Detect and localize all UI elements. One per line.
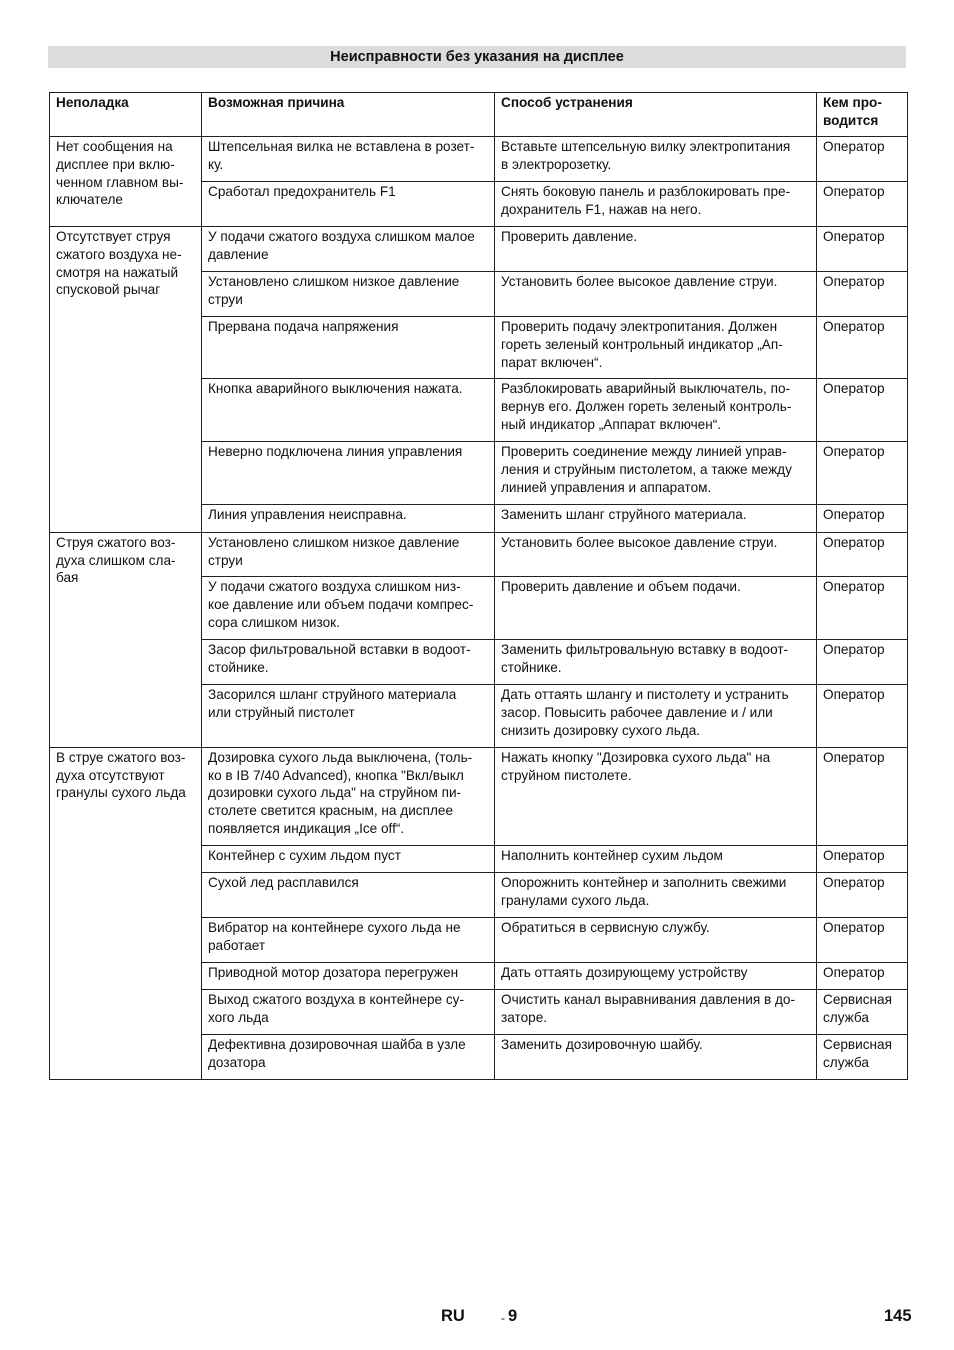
problem-cell: Нет сообщения на дисплее при вклю- ченном главном вы- ключателе bbox=[50, 137, 202, 227]
remedy-cell: Установить более высокое давление струи. bbox=[495, 272, 817, 317]
header-problem bbox=[50, 93, 202, 137]
table-row bbox=[50, 137, 908, 182]
performed-by-cell: Оператор bbox=[817, 227, 908, 272]
header-remedy-text: Способ устранения bbox=[501, 95, 633, 110]
remedy-cell: Заменить фильтровальную вставку в водоот- стойнике. bbox=[495, 640, 817, 685]
performed-by-cell: Оператор bbox=[817, 747, 908, 845]
performed-by-cell: Оператор bbox=[817, 640, 908, 685]
troubleshooting-table bbox=[49, 92, 908, 1080]
cause-cell: Дозировка сухого льда выключена, (толь- ко в IB 7/40 Advanced), кнопка "Вкл/выкл дозировки сухого льда" на струйном пи- столете светится красным, на дисплее появляется индикация „Ice off“. bbox=[202, 747, 495, 845]
cause-cell: Неверно подключена линия управления bbox=[202, 442, 495, 504]
remedy-cell: Проверить давление и объем подачи. bbox=[495, 577, 817, 640]
header-remedy bbox=[495, 93, 817, 137]
performed-by-cell: Оператор bbox=[817, 845, 908, 872]
problem-cell: В струе сжатого воз- духа отсутствуют гранулы сухого льда bbox=[50, 747, 202, 1079]
cause-cell: Установлено слишком низкое давление струи bbox=[202, 532, 495, 577]
cause-cell: Засор фильтровальной вставки в водоот- стойнике. bbox=[202, 640, 495, 685]
performed-by-cell: Оператор bbox=[817, 872, 908, 917]
footer-section-page: 9 bbox=[508, 1307, 518, 1325]
performed-by-cell: Оператор bbox=[817, 272, 908, 317]
performed-by-cell: Оператор bbox=[817, 182, 908, 227]
header-by bbox=[817, 93, 908, 137]
performed-by-cell: Оператор bbox=[817, 532, 908, 577]
section-title: Неисправности без указания на дисплее bbox=[48, 46, 906, 68]
cause-cell: Засорился шланг струйного материала или струйный пистолет bbox=[202, 685, 495, 747]
remedy-cell: Очистить канал выравнивания давления в до- заторе. bbox=[495, 989, 817, 1034]
performed-by-cell: Оператор bbox=[817, 379, 908, 442]
header-problem-text: Неполадка bbox=[56, 95, 129, 110]
performed-by-cell: Оператор bbox=[817, 137, 908, 182]
performed-by-cell: Оператор bbox=[817, 577, 908, 640]
cause-cell: Штепсельная вилка не вставлена в розет- ку. bbox=[202, 137, 495, 182]
cause-cell: Выход сжатого воздуха в контейнере су- хого льда bbox=[202, 989, 495, 1034]
cause-cell: У подачи сжатого воздуха слишком низ- кое давление или объем подачи компрес- сора слишком низок. bbox=[202, 577, 495, 640]
remedy-cell: Наполнить контейнер сухим льдом bbox=[495, 845, 817, 872]
performed-by-cell: Оператор bbox=[817, 504, 908, 532]
problem-cell: Отсутствует струя сжатого воздуха не- смотря на нажатый спусковой рычаг bbox=[50, 227, 202, 533]
cause-cell: Приводной мотор дозатора перегружен bbox=[202, 962, 495, 989]
header-cause bbox=[202, 93, 495, 137]
remedy-cell: Опорожнить контейнер и заполнить свежими гранулами сухого льда. bbox=[495, 872, 817, 917]
cause-cell: Кнопка аварийного выключения нажата. bbox=[202, 379, 495, 442]
cause-cell: Вибратор на контейнере сухого льда не работает bbox=[202, 917, 495, 962]
table-row bbox=[50, 227, 908, 272]
cause-cell: Сработал предохранитель F1 bbox=[202, 182, 495, 227]
remedy-cell: Проверить давление. bbox=[495, 227, 817, 272]
table-header-row bbox=[50, 93, 908, 137]
performed-by-cell: Оператор bbox=[817, 962, 908, 989]
remedy-cell: Нажать кнопку "Дозировка сухого льда" на струйном пистолете. bbox=[495, 747, 817, 845]
cause-cell: Дефективна дозировочная шайба в узле дозатора bbox=[202, 1034, 495, 1079]
performed-by-cell: Оператор bbox=[817, 442, 908, 504]
remedy-cell: Проверить соединение между линией управ- ления и струйным пистолетом, а также между линией управления и аппаратом. bbox=[495, 442, 817, 504]
remedy-cell: Дать оттаять шлангу и пистолету и устранить засор. Повысить рабочее давление и / или снизить дозировку сухого льда. bbox=[495, 685, 817, 747]
performed-by-cell: Оператор bbox=[817, 917, 908, 962]
remedy-cell: Обратиться в сервисную службу. bbox=[495, 917, 817, 962]
performed-by-cell: Оператор bbox=[817, 317, 908, 379]
cause-cell: Прервана подача напряжения bbox=[202, 317, 495, 379]
remedy-cell: Заменить дозировочную шайбу. bbox=[495, 1034, 817, 1079]
cause-cell: Контейнер с сухим льдом пуст bbox=[202, 845, 495, 872]
footer-dash: - bbox=[501, 1311, 505, 1325]
table-row bbox=[50, 532, 908, 577]
problem-cell: Струя сжатого воз- духа слишком сла- бая bbox=[50, 532, 202, 747]
performed-by-cell: Сервисная служба bbox=[817, 1034, 908, 1079]
remedy-cell: Заменить шланг струйного материала. bbox=[495, 504, 817, 532]
cause-cell: У подачи сжатого воздуха слишком малое давление bbox=[202, 227, 495, 272]
remedy-cell: Вставьте штепсельную вилку электропитания в электророзетку. bbox=[495, 137, 817, 182]
performed-by-cell: Сервисная служба bbox=[817, 989, 908, 1034]
remedy-cell: Разблокировать аварийный выключатель, по- вернув его. Должен гореть зеленый контроль- ный индикатор „Аппарат включен“. bbox=[495, 379, 817, 442]
remedy-cell: Установить более высокое давление струи. bbox=[495, 532, 817, 577]
footer-language: RU bbox=[441, 1307, 465, 1325]
cause-cell: Сухой лед расплавился bbox=[202, 872, 495, 917]
table-row bbox=[50, 747, 908, 845]
remedy-cell: Снять боковую панель и разблокировать пре- дохранитель F1, нажав на него. bbox=[495, 182, 817, 227]
footer-page-number: 145 bbox=[884, 1307, 912, 1325]
header-cause-text: Возможная причина bbox=[208, 95, 345, 110]
cause-cell: Линия управления неисправна. bbox=[202, 504, 495, 532]
table-body bbox=[50, 137, 908, 1080]
remedy-cell: Проверить подачу электропитания. Должен гореть зеленый контрольный индикатор „Ап- парат включен“. bbox=[495, 317, 817, 379]
performed-by-cell: Оператор bbox=[817, 685, 908, 747]
cause-cell: Установлено слишком низкое давление струи bbox=[202, 272, 495, 317]
remedy-cell: Дать оттаять дозирующему устройству bbox=[495, 962, 817, 989]
header-by-text: Кем про- водится bbox=[823, 95, 882, 128]
